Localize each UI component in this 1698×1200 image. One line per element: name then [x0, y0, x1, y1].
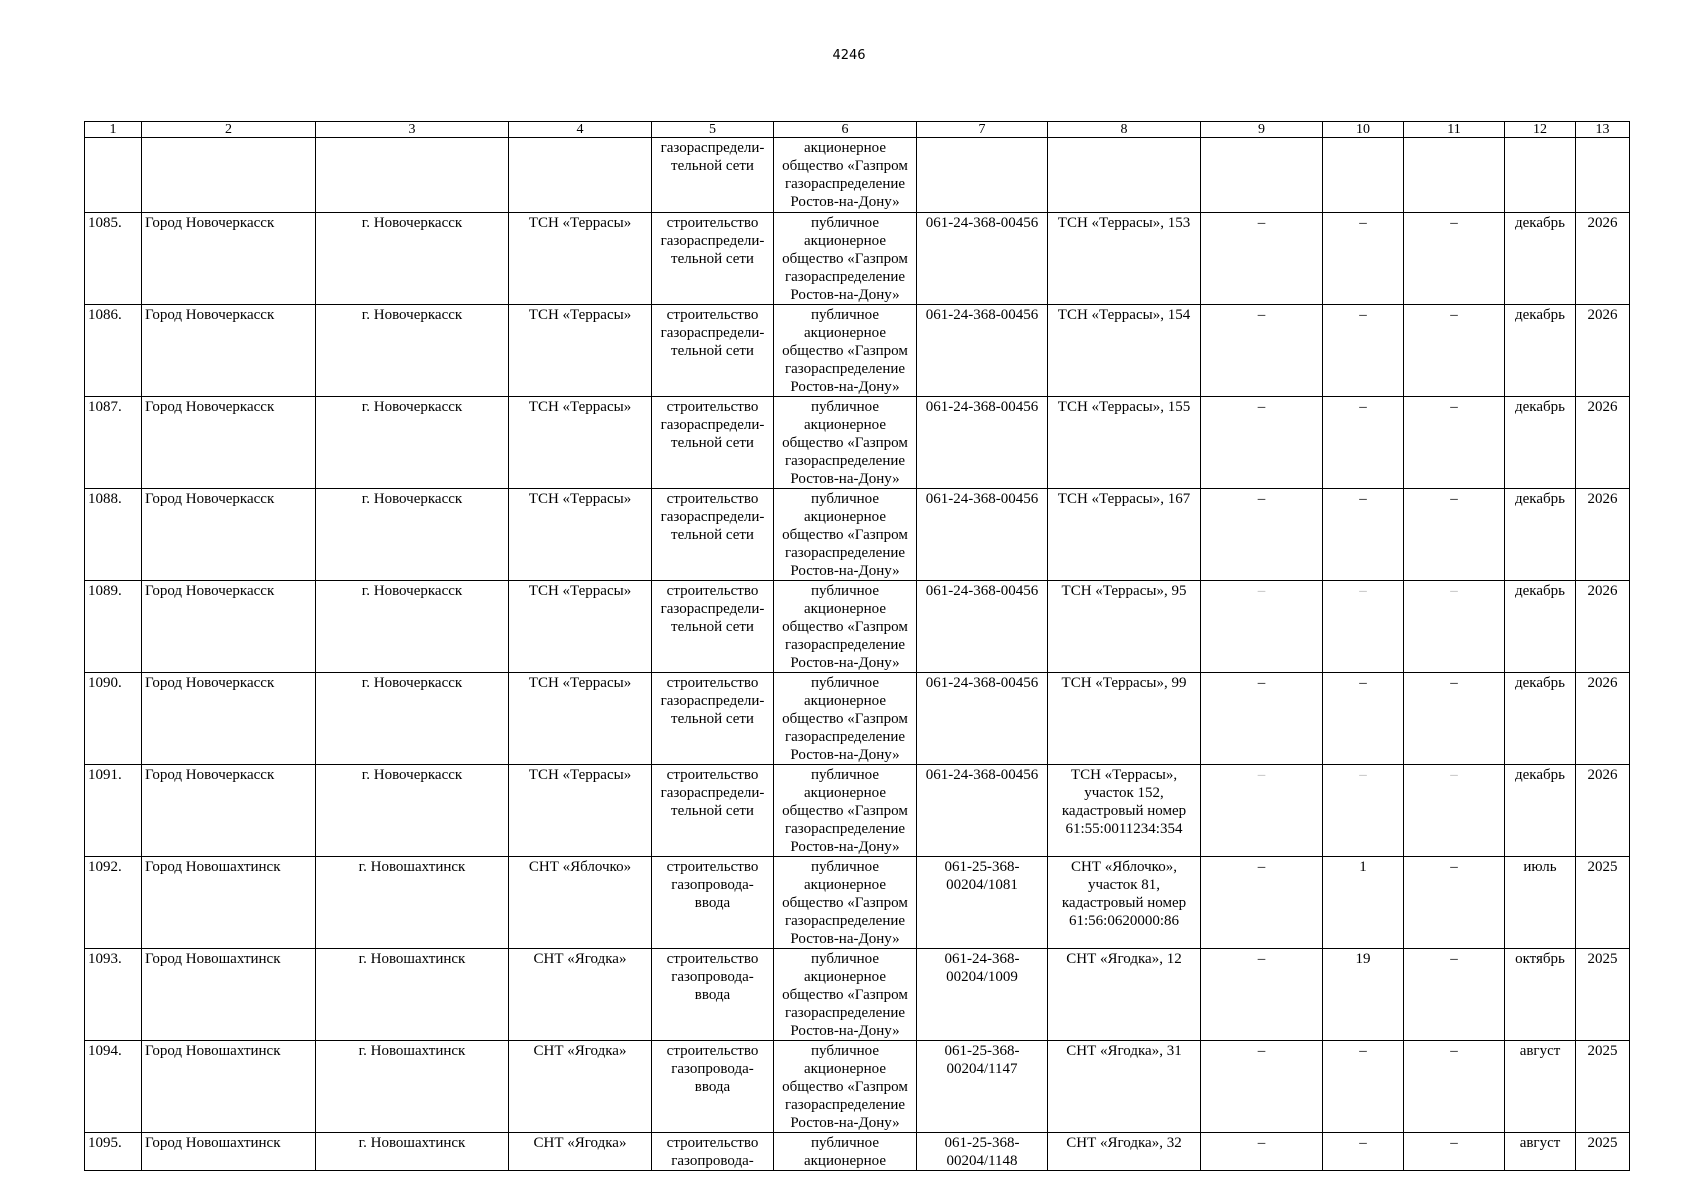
col11-cell: – [1404, 581, 1505, 673]
col9-cell: – [1201, 673, 1323, 765]
col11-cell: – [1404, 857, 1505, 949]
row-number-cell: 1086. [85, 305, 142, 397]
col11-cell: – [1404, 1133, 1505, 1171]
month-cell: октябрь [1505, 949, 1576, 1041]
empty-cell [1201, 138, 1323, 213]
municipality-cell: Город Новошахтинск [142, 857, 316, 949]
address-cell: СНТ «Ягодка», 12 [1048, 949, 1201, 1041]
work-type-cell: строительство газораспредели- тельной сети [652, 305, 774, 397]
address-cell: ТСН «Террасы», 154 [1048, 305, 1201, 397]
organization-cell: публичное акционерное общество «Газпром газораспределение Ростов-на-Дону» [774, 1041, 917, 1133]
col11-cell: – [1404, 213, 1505, 305]
locality-cell: г. Новошахтинск [316, 949, 509, 1041]
empty-cell [1505, 138, 1576, 213]
column-number: 7 [917, 122, 1048, 138]
empty-cell [917, 138, 1048, 213]
code-cell: 061-24-368-00456 [917, 765, 1048, 857]
municipality-cell: Город Новошахтинск [142, 1041, 316, 1133]
work-type-cell: строительство газораспредели- тельной сети [652, 397, 774, 489]
municipality-cell: Город Новошахтинск [142, 1133, 316, 1171]
col9-cell: – [1201, 489, 1323, 581]
col9-cell: – [1201, 765, 1323, 857]
column-number: 11 [1404, 122, 1505, 138]
address-cell: ТСН «Террасы», 155 [1048, 397, 1201, 489]
work-type-cell: строительство газораспредели- тельной сети [652, 213, 774, 305]
col10-cell: – [1323, 765, 1404, 857]
organization-cell: публичное акционерное общество «Газпром газораспределение Ростов-на-Дону» [774, 213, 917, 305]
organization-cell: публичное акционерное общество «Газпром газораспределение Ростов-на-Дону» [774, 765, 917, 857]
object-cell: ТСН «Террасы» [509, 397, 652, 489]
row-number-cell: 1089. [85, 581, 142, 673]
column-number-row [85, 122, 1630, 138]
code-cell: 061-24-368-00456 [917, 581, 1048, 673]
col11-cell: – [1404, 673, 1505, 765]
empty-cell [316, 138, 509, 213]
empty-cell [1576, 138, 1630, 213]
work-type-cell: строительство газопровода- ввода [652, 1041, 774, 1133]
locality-cell: г. Новочеркасск [316, 581, 509, 673]
code-cell: 061-25-368- 00204/1148 [917, 1133, 1048, 1171]
code-cell: 061-24-368-00456 [917, 397, 1048, 489]
object-cell: ТСН «Террасы» [509, 581, 652, 673]
locality-cell: г. Новочеркасск [316, 765, 509, 857]
month-cell: декабрь [1505, 305, 1576, 397]
year-cell: 2026 [1576, 673, 1630, 765]
table-row [85, 581, 1630, 673]
continuation-row [85, 138, 1630, 213]
year-cell: 2025 [1576, 857, 1630, 949]
organization-cell: публичное акционерное общество «Газпром газораспределение Ростов-на-Дону» [774, 581, 917, 673]
code-cell: 061-24-368-00456 [917, 673, 1048, 765]
empty-cell [85, 138, 142, 213]
organization-cell: акционерное общество «Газпром газораспределение Ростов-на-Дону» [774, 138, 917, 213]
object-cell: СНТ «Ягодка» [509, 949, 652, 1041]
code-cell: 061-24-368-00456 [917, 489, 1048, 581]
municipality-cell: Город Новочеркасск [142, 765, 316, 857]
col10-cell: – [1323, 673, 1404, 765]
column-number: 8 [1048, 122, 1201, 138]
table-row [85, 857, 1630, 949]
locality-cell: г. Новочеркасск [316, 397, 509, 489]
work-type-cell: строительство газопровода- ввода [652, 857, 774, 949]
empty-cell [1048, 138, 1201, 213]
object-cell: ТСН «Террасы» [509, 673, 652, 765]
column-number: 13 [1576, 122, 1630, 138]
empty-cell [1323, 138, 1404, 213]
locality-cell: г. Новочеркасск [316, 489, 509, 581]
month-cell: декабрь [1505, 581, 1576, 673]
col10-cell: – [1323, 305, 1404, 397]
col10-cell: – [1323, 1041, 1404, 1133]
address-cell: ТСН «Террасы», участок 152, кадастровый номер 61:55:0011234:354 [1048, 765, 1201, 857]
column-number: 12 [1505, 122, 1576, 138]
table-row [85, 765, 1630, 857]
table-row [85, 489, 1630, 581]
municipality-cell: Город Новочеркасск [142, 489, 316, 581]
row-number-cell: 1094. [85, 1041, 142, 1133]
month-cell: август [1505, 1041, 1576, 1133]
code-cell: 061-24-368-00456 [917, 213, 1048, 305]
col9-cell: – [1201, 397, 1323, 489]
col9-cell: – [1201, 857, 1323, 949]
table-row [85, 1133, 1630, 1171]
year-cell: 2026 [1576, 581, 1630, 673]
object-cell: СНТ «Ягодка» [509, 1133, 652, 1171]
table-row [85, 949, 1630, 1041]
work-type-cell: строительство газопровода- ввода [652, 949, 774, 1041]
col10-cell: – [1323, 1133, 1404, 1171]
year-cell: 2026 [1576, 305, 1630, 397]
row-number-cell: 1091. [85, 765, 142, 857]
work-type-cell: строительство газораспредели- тельной сети [652, 673, 774, 765]
row-number-cell: 1093. [85, 949, 142, 1041]
code-cell: 061-25-368- 00204/1147 [917, 1041, 1048, 1133]
col10-cell: – [1323, 213, 1404, 305]
column-number: 5 [652, 122, 774, 138]
locality-cell: г. Новошахтинск [316, 1041, 509, 1133]
municipality-cell: Город Новочеркасск [142, 673, 316, 765]
organization-cell: публичное акционерное общество «Газпром газораспределение Ростов-на-Дону» [774, 673, 917, 765]
month-cell: декабрь [1505, 397, 1576, 489]
col11-cell: – [1404, 397, 1505, 489]
locality-cell: г. Новочеркасск [316, 673, 509, 765]
empty-cell [509, 138, 652, 213]
month-cell: декабрь [1505, 765, 1576, 857]
municipality-cell: Город Новочеркасск [142, 305, 316, 397]
table-row [85, 673, 1630, 765]
locality-cell: г. Новошахтинск [316, 857, 509, 949]
organization-cell: публичное акционерное общество «Газпром газораспределение Ростов-на-Дону» [774, 397, 917, 489]
col10-cell: – [1323, 397, 1404, 489]
object-cell: СНТ «Ягодка» [509, 1041, 652, 1133]
municipality-cell: Город Новочеркасск [142, 397, 316, 489]
column-number: 6 [774, 122, 917, 138]
municipality-cell: Город Новочеркасск [142, 213, 316, 305]
table-row [85, 1041, 1630, 1133]
row-number-cell: 1087. [85, 397, 142, 489]
table-row [85, 397, 1630, 489]
month-cell: декабрь [1505, 213, 1576, 305]
empty-cell [142, 138, 316, 213]
work-type-cell: газораспредели- тельной сети [652, 138, 774, 213]
work-type-cell: строительство газораспредели- тельной сети [652, 765, 774, 857]
col10-cell: – [1323, 581, 1404, 673]
col9-cell: – [1201, 213, 1323, 305]
year-cell: 2026 [1576, 765, 1630, 857]
table-row [85, 305, 1630, 397]
col11-cell: – [1404, 765, 1505, 857]
organization-cell: публичное акционерное [774, 1133, 917, 1171]
column-number: 10 [1323, 122, 1404, 138]
col9-cell: – [1201, 1133, 1323, 1171]
month-cell: август [1505, 1133, 1576, 1171]
year-cell: 2025 [1576, 949, 1630, 1041]
year-cell: 2025 [1576, 1041, 1630, 1133]
locality-cell: г. Новочеркасск [316, 213, 509, 305]
row-number-cell: 1085. [85, 213, 142, 305]
col11-cell: – [1404, 489, 1505, 581]
col10-cell: 1 [1323, 857, 1404, 949]
year-cell: 2025 [1576, 1133, 1630, 1171]
table-body [85, 122, 1630, 1171]
object-cell: ТСН «Террасы» [509, 305, 652, 397]
object-cell: ТСН «Террасы» [509, 489, 652, 581]
address-cell: СНТ «Яблочко», участок 81, кадастровый номер 61:56:0620000:86 [1048, 857, 1201, 949]
municipality-cell: Город Новошахтинск [142, 949, 316, 1041]
col10-cell: 19 [1323, 949, 1404, 1041]
locality-cell: г. Новочеркасск [316, 305, 509, 397]
col9-cell: – [1201, 305, 1323, 397]
organization-cell: публичное акционерное общество «Газпром газораспределение Ростов-на-Дону» [774, 305, 917, 397]
organization-cell: публичное акционерное общество «Газпром газораспределение Ростов-на-Дону» [774, 857, 917, 949]
municipality-cell: Город Новочеркасск [142, 581, 316, 673]
row-number-cell: 1088. [85, 489, 142, 581]
code-cell: 061-25-368- 00204/1081 [917, 857, 1048, 949]
table-row [85, 213, 1630, 305]
col11-cell: – [1404, 949, 1505, 1041]
object-cell: ТСН «Террасы» [509, 765, 652, 857]
address-cell: СНТ «Ягодка», 31 [1048, 1041, 1201, 1133]
object-cell: ТСН «Террасы» [509, 213, 652, 305]
column-number: 1 [85, 122, 142, 138]
object-cell: СНТ «Яблочко» [509, 857, 652, 949]
row-number-cell: 1090. [85, 673, 142, 765]
code-cell: 061-24-368-00456 [917, 305, 1048, 397]
row-number-cell: 1095. [85, 1133, 142, 1171]
row-number-cell: 1092. [85, 857, 142, 949]
col9-cell: – [1201, 581, 1323, 673]
locality-cell: г. Новошахтинск [316, 1133, 509, 1171]
address-cell: ТСН «Террасы», 167 [1048, 489, 1201, 581]
plan-table [84, 121, 1630, 1171]
column-number: 2 [142, 122, 316, 138]
column-number: 4 [509, 122, 652, 138]
work-type-cell: строительство газораспредели- тельной сети [652, 489, 774, 581]
address-cell: ТСН «Террасы», 99 [1048, 673, 1201, 765]
work-type-cell: строительство газораспредели- тельной сети [652, 581, 774, 673]
address-cell: СНТ «Ягодка», 32 [1048, 1133, 1201, 1171]
organization-cell: публичное акционерное общество «Газпром газораспределение Ростов-на-Дону» [774, 949, 917, 1041]
col9-cell: – [1201, 1041, 1323, 1133]
col11-cell: – [1404, 1041, 1505, 1133]
column-number: 3 [316, 122, 509, 138]
organization-cell: публичное акционерное общество «Газпром газораспределение Ростов-на-Дону» [774, 489, 917, 581]
address-cell: ТСН «Террасы», 95 [1048, 581, 1201, 673]
column-number: 9 [1201, 122, 1323, 138]
work-type-cell: строительство газопровода- [652, 1133, 774, 1171]
page-number: 4246 [832, 48, 866, 63]
year-cell: 2026 [1576, 489, 1630, 581]
col10-cell: – [1323, 489, 1404, 581]
month-cell: декабрь [1505, 673, 1576, 765]
year-cell: 2026 [1576, 397, 1630, 489]
address-cell: ТСН «Террасы», 153 [1048, 213, 1201, 305]
col11-cell: – [1404, 305, 1505, 397]
code-cell: 061-24-368- 00204/1009 [917, 949, 1048, 1041]
month-cell: декабрь [1505, 489, 1576, 581]
empty-cell [1404, 138, 1505, 213]
month-cell: июль [1505, 857, 1576, 949]
col9-cell: – [1201, 949, 1323, 1041]
year-cell: 2026 [1576, 213, 1630, 305]
